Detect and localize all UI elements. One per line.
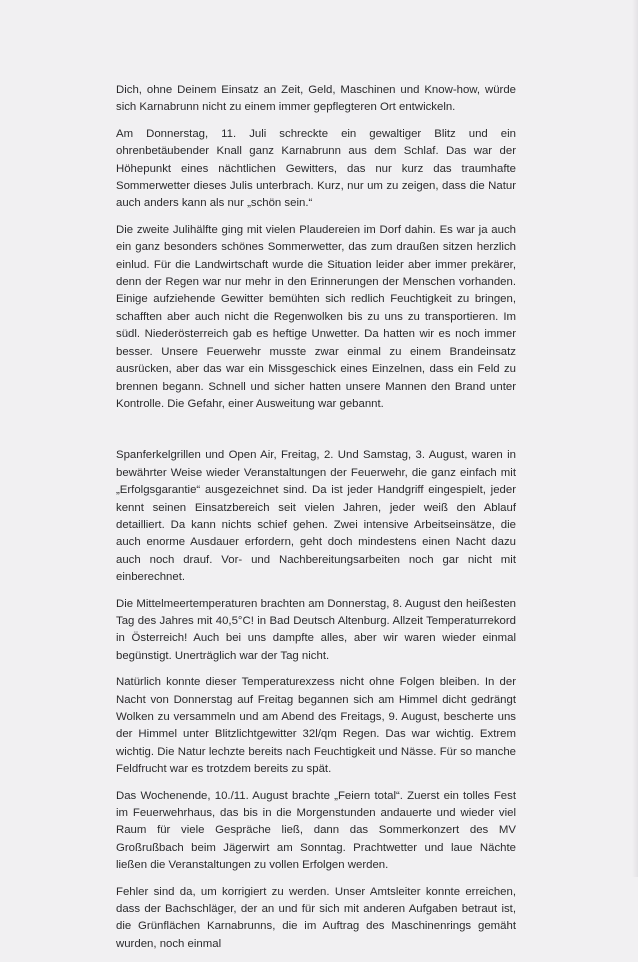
paragraph-spanferkel: Spanferkelgrillen und Open Air, Freitag, 2. Und Samstag, 3. August, waren in bewährter Weise wieder Veranstaltungen der Feuerwehr, die ganz einfach mit „Erfolgsgarantie“ ausgezeichnet sind. Da ist jeder Handgriff eingespielt, jeder kennt seinen Einsatzbereich seit vielen Jahren, jeder weiß den Ablauf detailliert. Da kann nichts schief gehen. Zwei intensive Arbeitseinsätze, die auch enorme Ausdauer erfordern, geht doch mindestens einen Nacht dazu auch noch drauf. Vor- und Nachbereitungsarbeiten noch gar nicht mit einberechnet. bbox=[116, 449, 516, 584]
paragraph-late-july: Die zweite Julihälfte ging mit vielen Plaudereien im Dorf dahin. Es war ja auch ein ganz besonders schönes Sommerwetter, das zum draußen sitzen herzlich einlud. Für die Landwirtschaft wurde die Situation leider aber immer prekärer, denn der Regen war nur mehr in den Erinnerungen der Menschen vorhanden. Einige aufziehende Gewitter bemühten sich redlich Feuchtigkeit zu bringen, schafften aber auch nicht die Regenwolken bis zu uns zu transportieren. Im südl. Niederösterreich gab es heftige Unwetter. Da hatten wir es noch immer besser. Unsere Feuerwehr musste zwar einmal zu einem Brandeinsatz ausrücken, aber das war ein Missgeschick eines Einzelnen, dass ein Feld zu brennen begann. Schnell und sicher hatten unsere Mannen den Brand unter Kontrolle. Die Gefahr, einer Ausweitung war gebannt. bbox=[116, 223, 516, 410]
paragraph-corrections: Fehler sind da, um korrigiert zu werden. Unser Amtsleiter konnte erreichen, dass der Bachschläger, der an und für sich mit anderen Aufgaben betraut ist, die Grünflächen Karnabrunns, die im Auftrag des Maschinenrings gemäht wurden, noch einmal bbox=[116, 885, 516, 950]
document-page bbox=[116, 82, 516, 962]
paragraph-heat-record: Die Mittelmeertemperaturen brachten am Donnerstag, 8. August den heißesten Tag des Jahres mit 40,5°C! in Bad Deutsch Altenburg. Allzeit Temperaturrekord in Österreich! Auch bei uns dampfte alles, aber wir waren wieder einmal begünstigt. Unerträglich war der Tag nicht. bbox=[116, 597, 516, 662]
paragraph-intro: Dich, ohne Deinem Einsatz an Zeit, Geld, Maschinen und Know-how, würde sich Karnabrunn nicht zu einem immer gepflegteren Ort entwickeln. bbox=[116, 84, 516, 114]
paragraph-weekend: Das Wochenende, 10./11. August brachte „Feiern total“. Zuerst ein tolles Fest im Feuerwehrhaus, das bis in die Morgenstunden andauerte und wieder viel Raum für viele Gespräche ließ, dann das Sommerkonzert des MV Großrußbach beim Jägerwirt am Sonntag. Prachtwetter und laue Nächte ließen die Veranstaltungen zu vollen Erfolgen werden. bbox=[116, 789, 516, 872]
scan-edge-shadow bbox=[632, 0, 638, 877]
paragraph-rain: Natürlich konnte dieser Temperaturexzess nicht ohne Folgen bleiben. In der Nacht von Donnerstag auf Freitag begannen sich am Himmel dicht gedrängt Wolken zu versammeln und am Abend des Freitags, 9. August, bescherte uns der Himmel unter Blitzlichtgewitter 32l/qm Regen. Das war wichtig. Extrem wichtig. Die Natur lechzte bereits nach Feuchtigkeit und Nässe. Für so manche Feldfrucht war es trotzdem bereits zu spät. bbox=[116, 676, 516, 776]
paragraph-thunderstorm: Am Donnerstag, 11. Juli schreckte ein gewaltiger Blitz und ein ohrenbetäubender Knall ganz Karnabrunn aus dem Schlaf. Das war der Höhepunkt eines nächtlichen Gewitters, das nur kurz das traumhafte Sommerwetter dieses Julis unterbrach. Kurz, nur um zu zeigen, dass die Natur auch anders kann als nur „schön sein.“ bbox=[116, 127, 516, 210]
